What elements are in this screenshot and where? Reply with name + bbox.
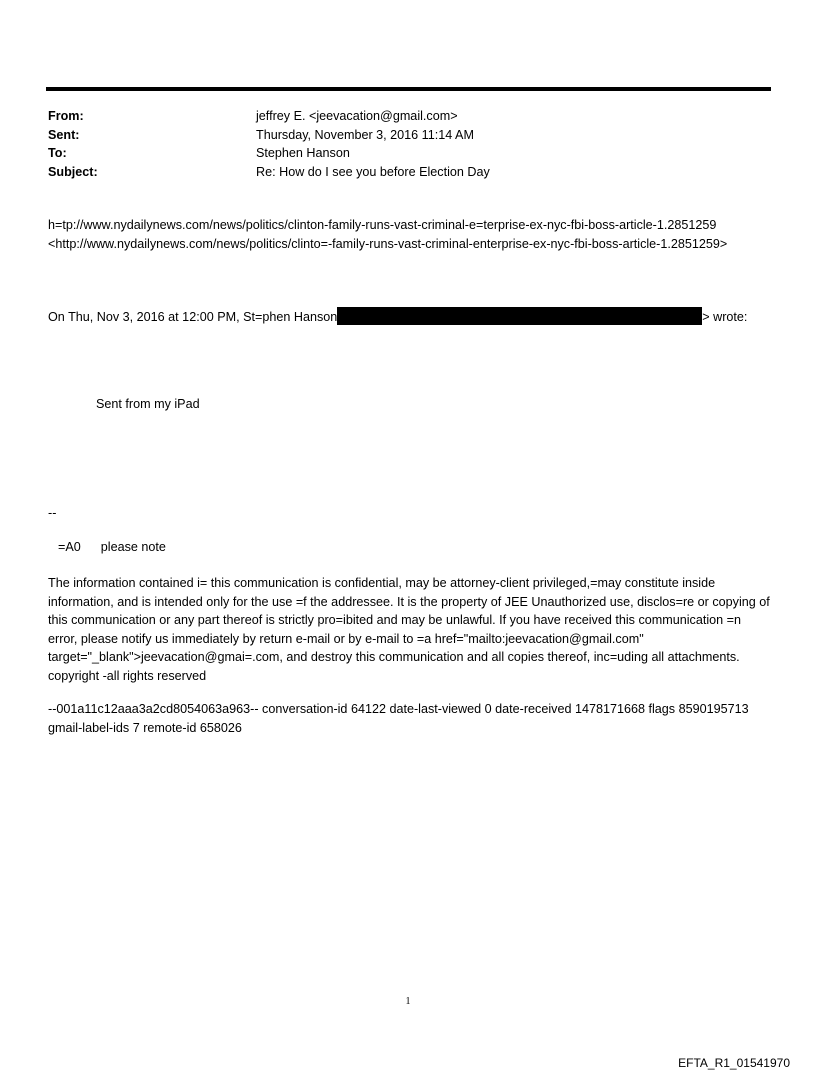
note-line [58, 538, 783, 557]
from-label: From: [48, 109, 84, 123]
sent-value: Thursday, November 3, 2016 11:14 AM [256, 127, 474, 142]
subject-label: Subject: [48, 164, 98, 179]
header-rule [46, 87, 771, 91]
email-header [48, 107, 490, 181]
to-value: Stephen Hanson [256, 146, 350, 160]
note-text: please note [100, 540, 166, 554]
quote-suffix: > wrote: [702, 310, 748, 324]
signature-separator: -- [48, 506, 57, 520]
disclaimer-paragraph: The information contained i= this communication is confidential, may be attorney-client privileged,=may constitute inside information, and is intended only for the use =f the addressee. It is the property of JEE Unauthorized use, disclos=re or copying of this communication or any part thereof is strictly pro=ibited and may be unlawful. If you have received this communication =n error, please notify us immediately by return e-mail or by e-mail to =a href="mailto:jeevacation@gmail.com" target="_blank">jeevacation@gmai=.com, and destroy this communication and all copies thereof, inc=uding all attachments. copyright -all rights reserved [48, 576, 770, 683]
to-label: To: [48, 146, 67, 160]
metadata-paragraph: --001a11c12aaa3a2cd8054063a963-- conversation-id 64122 date-last-viewed 0 date-received 1478171668 flags 8590195713 gmail-label-ids 7 remote-id 658026 [48, 702, 749, 735]
page-number: 1 [405, 996, 411, 1007]
sent-label: Sent: [48, 127, 80, 142]
redaction-bar [337, 307, 702, 325]
to-row [48, 144, 490, 163]
subject-value: Re: How do I see you before Election Day [256, 164, 490, 179]
from-value: jeffrey E. <jeevacation@gmail.com> [256, 109, 458, 123]
subject-row [48, 163, 490, 182]
document-id: EFTA_R1_01541970 [678, 1056, 790, 1070]
sent-from-line: Sent from my iPad [96, 397, 200, 411]
quote-intro [48, 307, 773, 327]
from-row [48, 107, 490, 126]
note-code: =A0 [58, 540, 81, 554]
url-paragraph: h=tp://www.nydailynews.com/news/politics/clinton-family-runs-vast-criminal-e=terprise-ex-nyc-fbi-boss-article-1.2851259 <http://www.nydailynews.com/news/politics/clinto=-family-runs-vast-criminal-enterprise-ex-nyc-fbi-boss-article-1.2851259> [48, 218, 728, 251]
sent-row [48, 126, 490, 145]
quote-prefix: On Thu, Nov 3, 2016 at 12:00 PM, St=phen Hanson [48, 310, 338, 324]
